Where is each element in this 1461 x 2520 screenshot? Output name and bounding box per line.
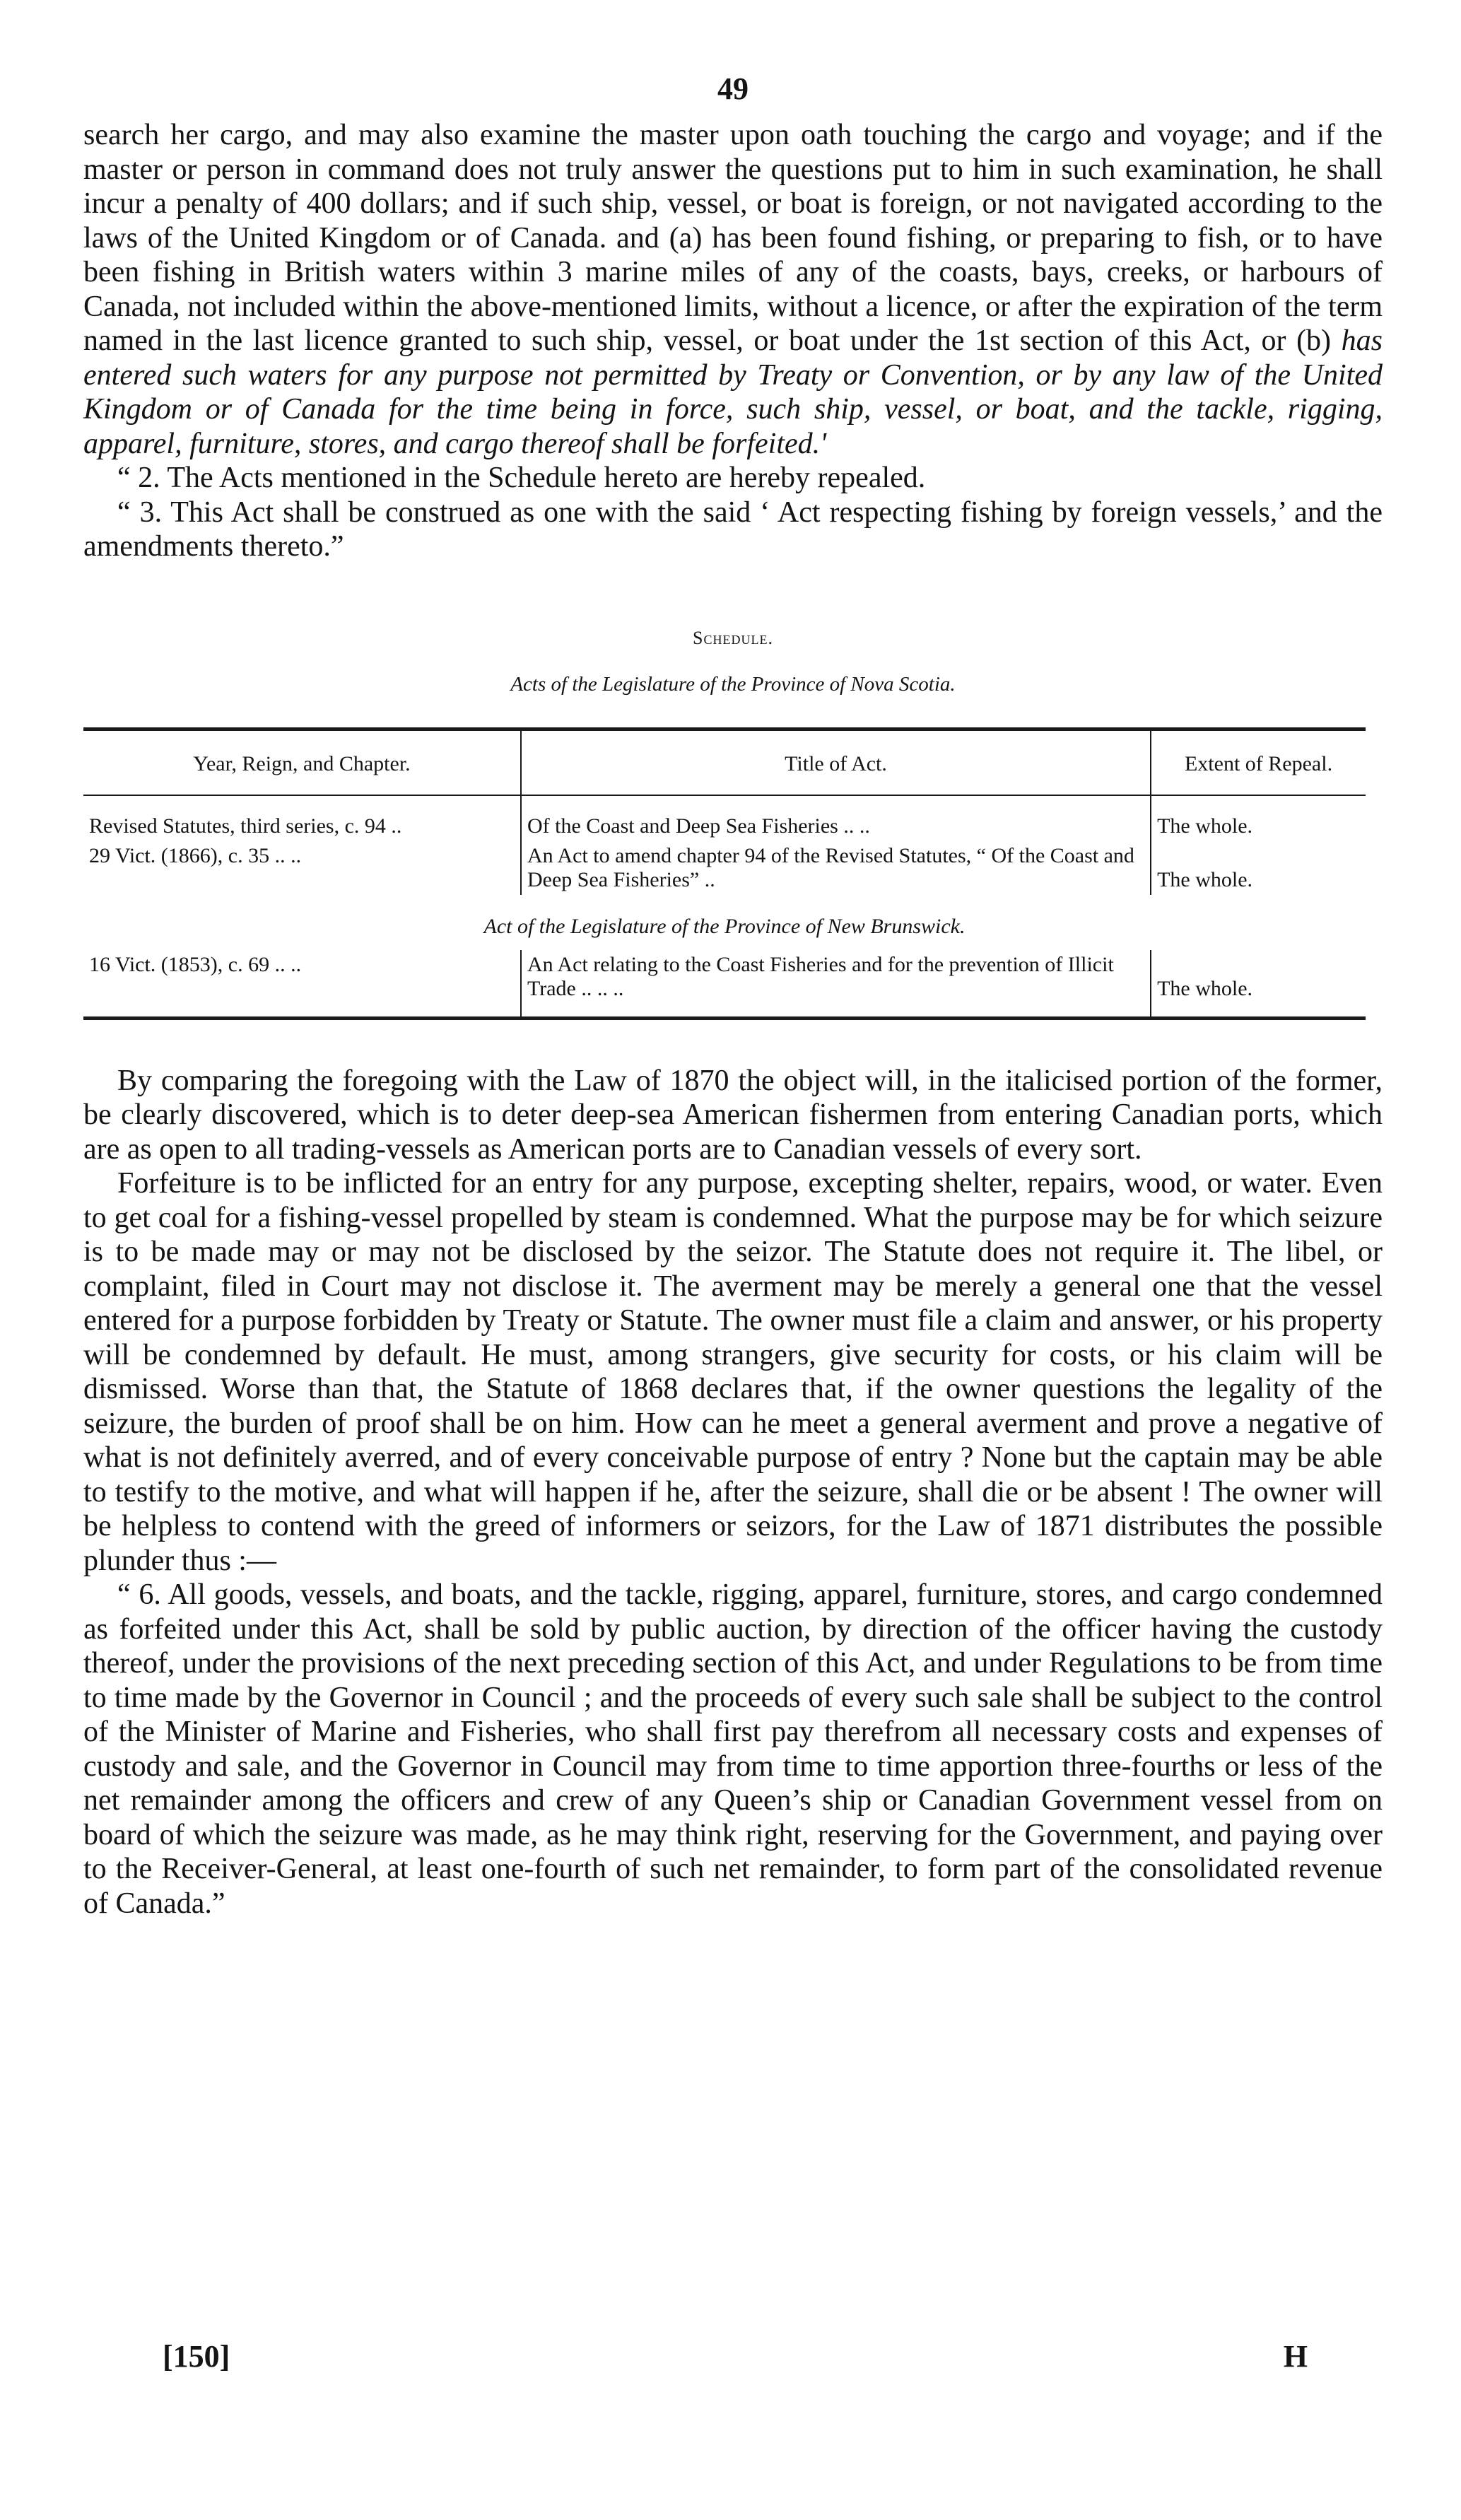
quoted-section-6: “ 6. All goods, vessels, and boats, and the tackle, rigging, apparel, furniture, stores, and cargo condemned as forfeited under this Act, shall be sold by public auction, by direction of the officer having the custody thereof, under the provisions of the next preceding section of this Act, and under Regulations to be from time to time made by the Governor in Council ; and the proceeds of every such sale shall be subject to the control of the Minister of Marine and Fisheries, who shall first pay therefrom all necessary costs and expenses of custody and sale, and the Governor in Council may from time to time apportion three-fourths or less of the net remainder among the officers and crew of any Queen’s ship or Canadian Government vessel from on board of which the seizure was made, as he may think right, reserving for the Government, and paying over to the Receiver-General, at least one-fourth of such net remainder, to form part of the consolidated revenue of Canada.” [83,1578,1383,1920]
column-header-extent: Extent of Repeal. [1151,729,1366,795]
footer-signature-mark: H [1283,2339,1308,2374]
intro-italic-text: has entered such waters for any purpose not permitted by Treaty or Convention, or by any law of the United Kingdom or of Canada for the time being in force, such ship, vessel, or boat, and the tackle, rigging, apparel, furniture, stores, and cargo thereof shall be forfeited.' [83,324,1383,460]
commentary-section [83,1064,1383,1921]
schedule-table [83,727,1366,1020]
nova-scotia-heading: Acts of the Legislature of the Province of Nova Scotia. [510,672,956,696]
row-1-extent: The whole. [1151,795,1366,841]
column-header-year: Year, Reign, and Chapter. [193,751,411,775]
table-row [83,841,1366,895]
nb-row-title: An Act relating to the Coast Fisheries and for the prevention of Illicit Trade .. .. .. [521,950,1151,1019]
table-header-row [83,729,1366,795]
row-2-title: An Act to amend chapter 94 of the Revised Statutes, “ Of the Coast and Deep Sea Fisheries” .. [521,841,1151,895]
new-brunswick-heading: Act of the Legislature of the Province of New Brunswick. [483,914,966,938]
row-1-title: Of the Coast and Deep Sea Fisheries .. .. [521,795,1151,841]
row-2-year: 29 Vict. (1866), c. 35 .. .. [89,843,302,867]
section-2-paragraph: “ 2. The Acts mentioned in the Schedule hereto are hereby repealed. [117,462,926,494]
footer-sheet-number: [150] [163,2339,230,2374]
document-page [83,71,1383,1921]
section-3-paragraph: “ 3. This Act shall be construed as one with the said ‘ Act respecting fishing by foreign vessels,’ and the amendments thereto.” [83,496,1383,563]
page-number: 49 [717,71,749,106]
schedule-title: Schedule. [693,627,773,648]
table-row [83,795,1366,841]
row-2-extent: The whole. [1151,841,1366,895]
nb-row-year: 16 Vict. (1853), c. 69 .. .. [89,952,302,976]
intro-normal-text: search her cargo, and may also examine the master upon oath touching the cargo and voyage; and if the master or person in command does not truly answer the questions put to him in such examination, he shall incur a penalty of 400 dollars; and if such ship, vessel, or boat is foreign, or not navigated according to the laws of the United Kingdom or of Canada. and (a) has been found fishing, or preparing to fish, or to have been fishing in British waters within 3 marine miles of any of the coasts, bays, creeks, or harbours of Canada, not included within the above-mentioned limits, without a licence, or after the expiration of the term named in the last licence granted to such ship, vessel, or boat under the 1st section of this Act, or (b) [83,119,1383,357]
nb-row-extent: The whole. [1151,950,1366,1019]
intro-paragraph [83,118,1383,461]
table-row [83,950,1366,1019]
column-header-title: Title of Act. [521,729,1151,795]
commentary-paragraph-1: By comparing the foregoing with the Law of 1870 the object will, in the italicised portion of the former, be clearly discovered, which is to deter deep-sea American fishermen from entering Canadian ports, which are as open to all trading-vessels as American ports are to Canadian vessels of every sort. [83,1064,1383,1166]
commentary-paragraph-2: Forfeiture is to be inflicted for an entry for any purpose, excepting shelter, repairs, wood, or water. Even to get coal for a fishing-vessel propelled by steam is condemned. What the purpose may be for which seizure is to be made may or may not be disclosed by the seizor. The Statute does not require it. The libel, or complaint, filed in Court may not disclose it. The averment may be merely a general one that the vessel entered for a purpose forbidden by Treaty or Statute. The owner must file a claim and answer, or his property will be condemned by default. He must, among strangers, give security for costs, or his claim will be dismissed. Worse than that, the Statute of 1868 declares that, if the owner questions the legality of the seizure, the burden of proof shall be on him. How can he meet a general averment and prove a negative of what is not definitely averred, and of every conceivable purpose of entry ? None but the captain may be able to testify to the motive, and what will happen if he, after the seizure, shall die or be absent ! The owner will be helpless to contend with the greed of informers or seizors, for the Law of 1871 distributes the possible plunder thus :— [83,1167,1383,1577]
subheading-row [83,895,1366,950]
row-1-year: Revised Statutes, third series, c. 94 .. [89,814,402,838]
